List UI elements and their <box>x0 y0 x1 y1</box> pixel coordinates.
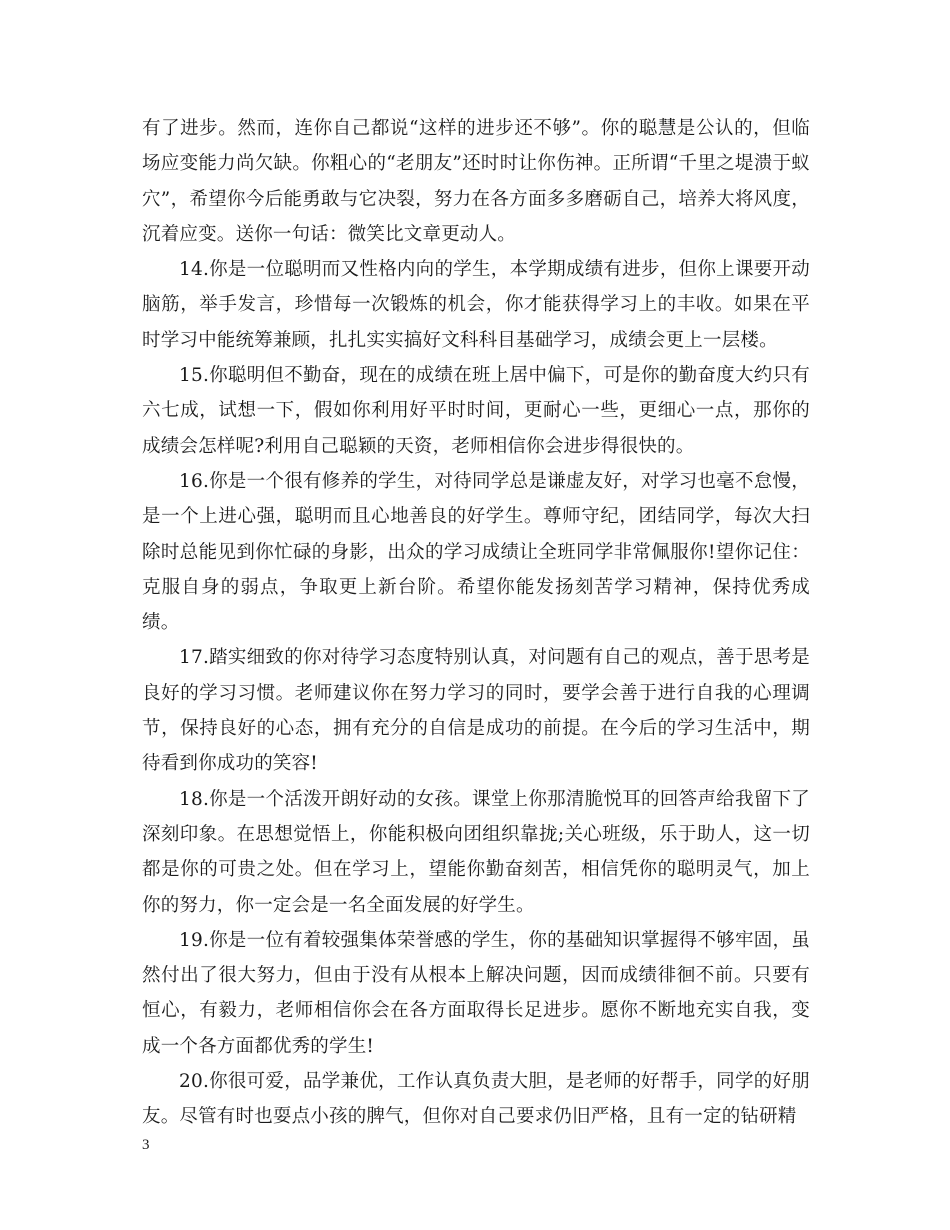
paragraph-continuation: 有了进步。然而，连你自己都说“这样的进步还不够”。你的聪慧是公认的，但临场应变能力尚欠缺。你粗心的“老朋友”还时时让你伤神。正所谓“千里之堤溃于蚁穴”，希望你今后能勇敢与它决裂，努力在各方面多多磨砺自己，培养大将风度，沉着应变。送你一句话：微笑比文章更动人。 <box>142 118 810 245</box>
paragraph-item-19: 19.你是一位有着较强集体荣誉感的学生，你的基础知识掌握得不够牢固，虽然付出了很大努力，但由于没有从根本上解决问题，因而成绩徘徊不前。只要有恒心，有毅力，老师相信你会在各方面取得长足进步。愿你不断地充实自我，变成一个各方面都优秀的学生! <box>142 929 810 1057</box>
paragraph-item-18: 18.你是一个活泼开朗好动的女孩。课堂上你那清脆悦耳的回答声给我留下了深刻印象。在思想觉悟上，你能积极向团组织靠拢;关心班级，乐于助人，这一切都是你的可贵之处。但在学习上，望能你勤奋刻苦，相信凭你的聪明灵气，加上你的努力，你一定会是一名全面发展的好学生。 <box>142 788 810 916</box>
paragraph-item-20: 20.你很可爱，品学兼优，工作认真负责大胆，是老师的好帮手，同学的好朋友。尽管有时也耍点小孩的脾气，但你对自己要求仍旧严格，且有一定的钻研精 <box>142 1071 810 1128</box>
paragraph-item-14: 14.你是一位聪明而又性格内向的学生，本学期成绩有进步，但你上课要开动脑筋，举手发言，珍惜每一次锻炼的机会，你才能获得学习上的丰收。如果在平时学习中能统筹兼顾，扎扎实实搞好文科科目基础学习，成绩会更上一层楼。 <box>142 259 810 351</box>
body-text <box>142 111 810 1135</box>
paragraph-item-17: 17.踏实细致的你对待学习态度特别认真，对问题有自己的观点，善于思考是良好的学习习惯。老师建议你在努力学习的同时，要学会善于进行自我的心理调节，保持良好的心态，拥有充分的自信是成功的前提。在今后的学习生活中，期待看到你成功的笑容! <box>142 647 810 775</box>
page-number: 3 <box>142 1137 150 1153</box>
paragraph-item-16: 16.你是一个很有修养的学生，对待同学总是谦虚友好，对学习也毫不怠慢，是一个上进心强，聪明而且心地善良的好学生。尊师守纪，团结同学，每次大扫除时总能见到你忙碌的身影，出众的学习成绩让全班同学非常佩服你!望你记住：克服自身的弱点，争取更上新台阶。希望你能发扬刻苦学习精神，保持优秀成绩。 <box>142 470 810 634</box>
paragraph-item-15: 15.你聪明但不勤奋，现在的成绩在班上居中偏下，可是你的勤奋度大约只有六七成，试想一下，假如你利用好平时时间，更耐心一些，更细心一点，那你的成绩会怎样呢?利用自己聪颖的天资，老师相信你会进步得很快的。 <box>142 365 810 457</box>
